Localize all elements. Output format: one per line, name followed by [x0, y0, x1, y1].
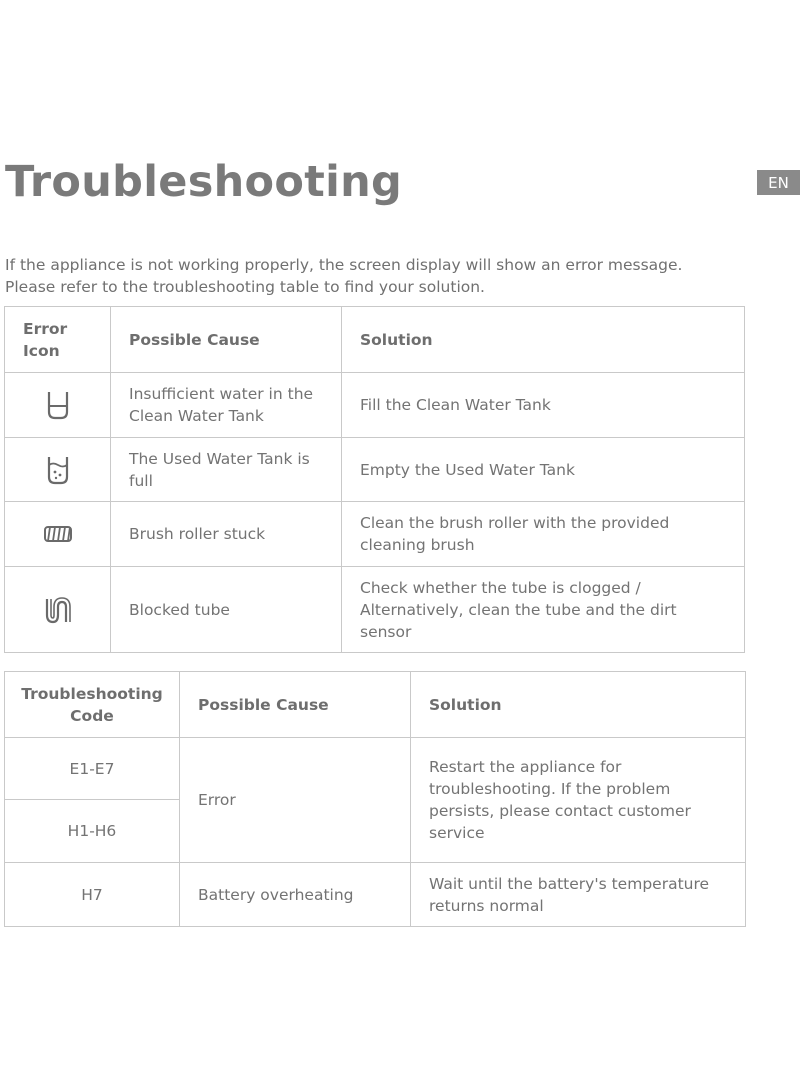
code-cell: H7 — [81, 885, 103, 904]
header-possible-cause: Possible Cause — [129, 330, 260, 349]
header-error-icon: Error Icon — [23, 319, 68, 360]
cause-cell: Brush roller stuck — [129, 525, 266, 543]
table-row — [5, 373, 745, 438]
page-title: Troubleshooting — [5, 157, 403, 207]
intro-line-2: Please refer to the troubleshooting table to find your solution. — [5, 278, 485, 296]
language-badge: EN — [757, 170, 800, 195]
cause-cell: The Used Water Tank is full — [129, 449, 310, 490]
code-cell: H1-H6 — [67, 822, 117, 840]
solution-cell: Restart the appliance for troubleshooting. If the problem persists, please contact customer service — [429, 758, 691, 842]
solution-cell: Empty the Used Water Tank — [360, 460, 575, 479]
table-header-row — [5, 307, 745, 373]
table-row — [5, 863, 746, 927]
brush-roller-icon — [42, 525, 74, 543]
cause-cell: Error — [198, 791, 236, 809]
table-row — [5, 738, 746, 800]
used-water-tank-icon — [45, 460, 71, 478]
header-possible-cause: Possible Cause — [198, 695, 329, 714]
intro-line-1: If the appliance is not working properly, the screen display will show an error message. — [5, 256, 683, 274]
table-row — [5, 567, 745, 653]
clean-water-tank-icon — [45, 396, 71, 414]
table-row — [5, 438, 745, 502]
code-cell: E1-E7 — [69, 759, 115, 778]
blocked-tube-icon — [43, 600, 73, 618]
troubleshooting-code-table — [4, 671, 746, 927]
cause-cell: Insufficient water in the Clean Water Tank — [129, 385, 314, 425]
solution-cell: Fill the Clean Water Tank — [360, 396, 551, 414]
cause-cell: Battery overheating — [198, 885, 354, 904]
table-row — [5, 502, 745, 567]
solution-cell: Clean the brush roller with the provided cleaning brush — [360, 514, 670, 554]
error-icon-table — [4, 306, 745, 653]
table-header-row — [5, 672, 746, 738]
solution-cell: Wait until the battery's temperature returns normal — [429, 874, 710, 915]
cause-cell: Blocked tube — [129, 600, 230, 619]
header-solution: Solution — [429, 695, 502, 714]
intro-text — [5, 254, 785, 298]
header-troubleshooting-code: Troubleshooting Code — [21, 684, 163, 725]
header-solution: Solution — [360, 330, 433, 349]
solution-cell: Check whether the tube is clogged / Alternatively, clean the tube and the dirt sensor — [360, 578, 677, 641]
